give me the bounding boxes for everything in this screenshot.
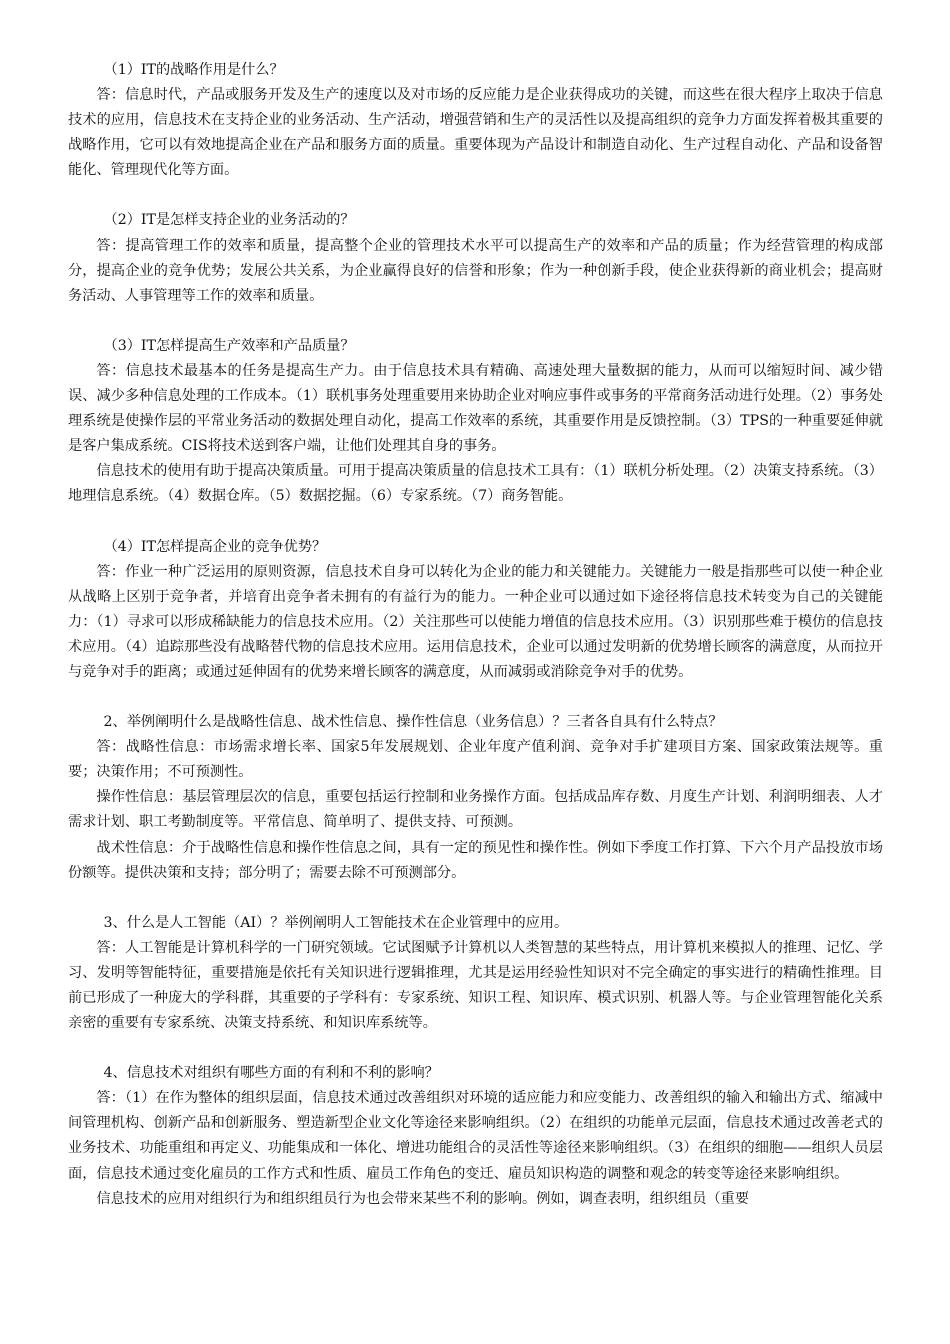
question-heading: （2）IT是怎样支持企业的业务活动的？ [103, 212, 355, 229]
answer-paragraph: 答：信息时代，产品或服务开发及生产的速度以及对市场的反应能力是企业获得成功的关键，而这些在很大程序上取决于信息技术的应用，信息技术在支持企业的业务活动、生产活动，增强营销和生产的灵活性以及提高组织的竞争力方面发挥着极其重要的战略作用，它可以有效地提高企业在产品和服务方面的质量。重要体现为产品设计和制造自动化、生产过程自动化、产品和设备智能化、管理现代化等方面。 [68, 87, 883, 179]
answer-paragraph: 信息技术的使用有助于提高决策质量。可用于提高决策质量的信息技术工具有：（1）联机分析处理。（2）决策支持系统。（3）地理信息系统。（4）数据仓库。（5）数据挖掘。（6）专家系统。（7）商务智能。 [68, 463, 883, 505]
answer-paragraph: 答：作业一种广泛运用的原则资源，信息技术自身可以转化为企业的能力和关键能力。关键能力一般是指那些可以使一种企业从战略上区别于竞争者，并培育出竞争者未拥有的有益行为的能力。一种企业可以通过如下途径将信息技术转变为自己的关键能力：（1）寻求可以形成稀缺能力的信息技术应用。（2）关注那些可以使能力增值的信息技术应用。（3）识别那些难于模仿的信息技术应用。（4）追踪那些没有战略替代物的信息技术应用。运用信息技术，企业可以通过发明新的优势增长顾客的满意度，从而拉开与竞争对手的距离；或通过延伸固有的优势来增长顾客的满意度，从而减弱或消除竞争对手的优势。 [68, 563, 883, 680]
section-it-productivity-quality [68, 334, 883, 510]
section-it-strategic-role [68, 58, 883, 183]
question-heading: 3、什么是人工智能（AI）？举例阐明人工智能技术在企业管理中的应用。 [103, 914, 569, 931]
document-page [68, 58, 883, 1212]
question-heading: （3）IT怎样提高生产效率和产品质量？ [103, 337, 355, 354]
question-heading: （1）IT的战略作用是什么？ [103, 62, 284, 78]
answer-paragraph: 战术性信息：介于战略性信息和操作性信息之间，具有一定的预见性和操作性。例如下季度工作打算、下六个月产品投放市场份额等。提供决策和支持；部分明了；需要去除不可预测部分。 [68, 839, 883, 881]
section-information-types [68, 710, 883, 886]
question-heading: （4）IT怎样提高企业的竞争优势？ [103, 538, 327, 555]
answer-paragraph: 答：战略性信息：市场需求增长率、国家5年发展规划、企业年度产值利润、竞争对手扩建项目方案、国家政策法规等。重要；决策作用；不可预测性。 [68, 739, 883, 781]
answer-paragraph: 答：信息技术最基本的任务是提高生产力。由于信息技术具有精确、高速处理大量数据的能力，从而可以缩短时间、减少错误、减少多种信息处理的工作成本。（1）联机事务处理重要用来协助企业对响应事件或事务的平常商务活动进行处理。（2）事务处理系统是使操作层的平常业务活动的数据处理自动化，提高工作效率的系统，其重要作用是反馈控制。（3）TPS的一种重要延伸就是客户集成系统。CIS将技术送到客户端，让他们处理其自身的事务。 [68, 362, 883, 455]
answer-paragraph: 操作性信息：基层管理层次的信息，重要包括运行控制和业务操作方面。包括成品库存数、月度生产计划、利润明细表、人才需求计划、职工考勤制度等。平常信息、简单明了、提供支持、可预测。 [68, 789, 883, 831]
section-it-business-support [68, 208, 883, 308]
question-heading: 2、举例阐明什么是战略性信息、战术性信息、操作性信息（业务信息）？三者各自具有什么特点？ [103, 714, 723, 731]
answer-paragraph: 答：（1）在作为整体的组织层面，信息技术通过改善组织对环境的适应能力和应变能力、改善组织的输入和输出方式、缩减中间管理机构、创新产品和创新服务、塑造新型企业文化等途径来影响组织。（2）在组织的功能单元层面，信息技术通过改善老式的业务技术、功能重组和再定义、功能集成和一体化、增进功能组合的灵活性等途径来影响组织。（3）在组织的细胞——组织人员层面，信息技术通过变化雇员的工作方式和性质、雇员工作角色的变迁、雇员知识构造的调整和观念的转变等途径来影响组织。 [68, 1090, 883, 1182]
section-it-organizational-impact [68, 1061, 883, 1212]
section-it-competitive-advantage [68, 535, 883, 686]
answer-paragraph: 信息技术的应用对组织行为和组织组员行为也会带来某些不利的影响。例如，调查表明，组织组员（重要 [96, 1190, 750, 1207]
section-artificial-intelligence [68, 911, 883, 1036]
answer-paragraph: 答：人工智能是计算机科学的一门研究领域。它试图赋予计算机以人类智慧的某些特点，用计算机来模拟人的推理、记忆、学习、发明等智能特征，重要措施是依托有关知识进行逻辑推理，尤其是运用经验性知识对不完全确定的事实进行的精确性推理。目前已形成了一种庞大的学科群，其重要的子学科有：专家系统、知识工程、知识库、模式识别、机器人等。与企业管理智能化关系亲密的重要有专家系统、决策支持系统、和知识库系统等。 [68, 939, 883, 1032]
question-heading: 4、信息技术对组织有哪些方面的有利和不利的影响？ [103, 1065, 439, 1082]
answer-paragraph: 答：提高管理工作的效率和质量，提高整个企业的管理技术水平可以提高生产的效率和产品的质量；作为经营管理的构成部分，提高企业的竞争优势；发展公共关系，为企业赢得良好的信誉和形象；作为一种创新手段，使企业获得新的商业机会；提高财务活动、人事管理等工作的效率和质量。 [68, 237, 883, 304]
